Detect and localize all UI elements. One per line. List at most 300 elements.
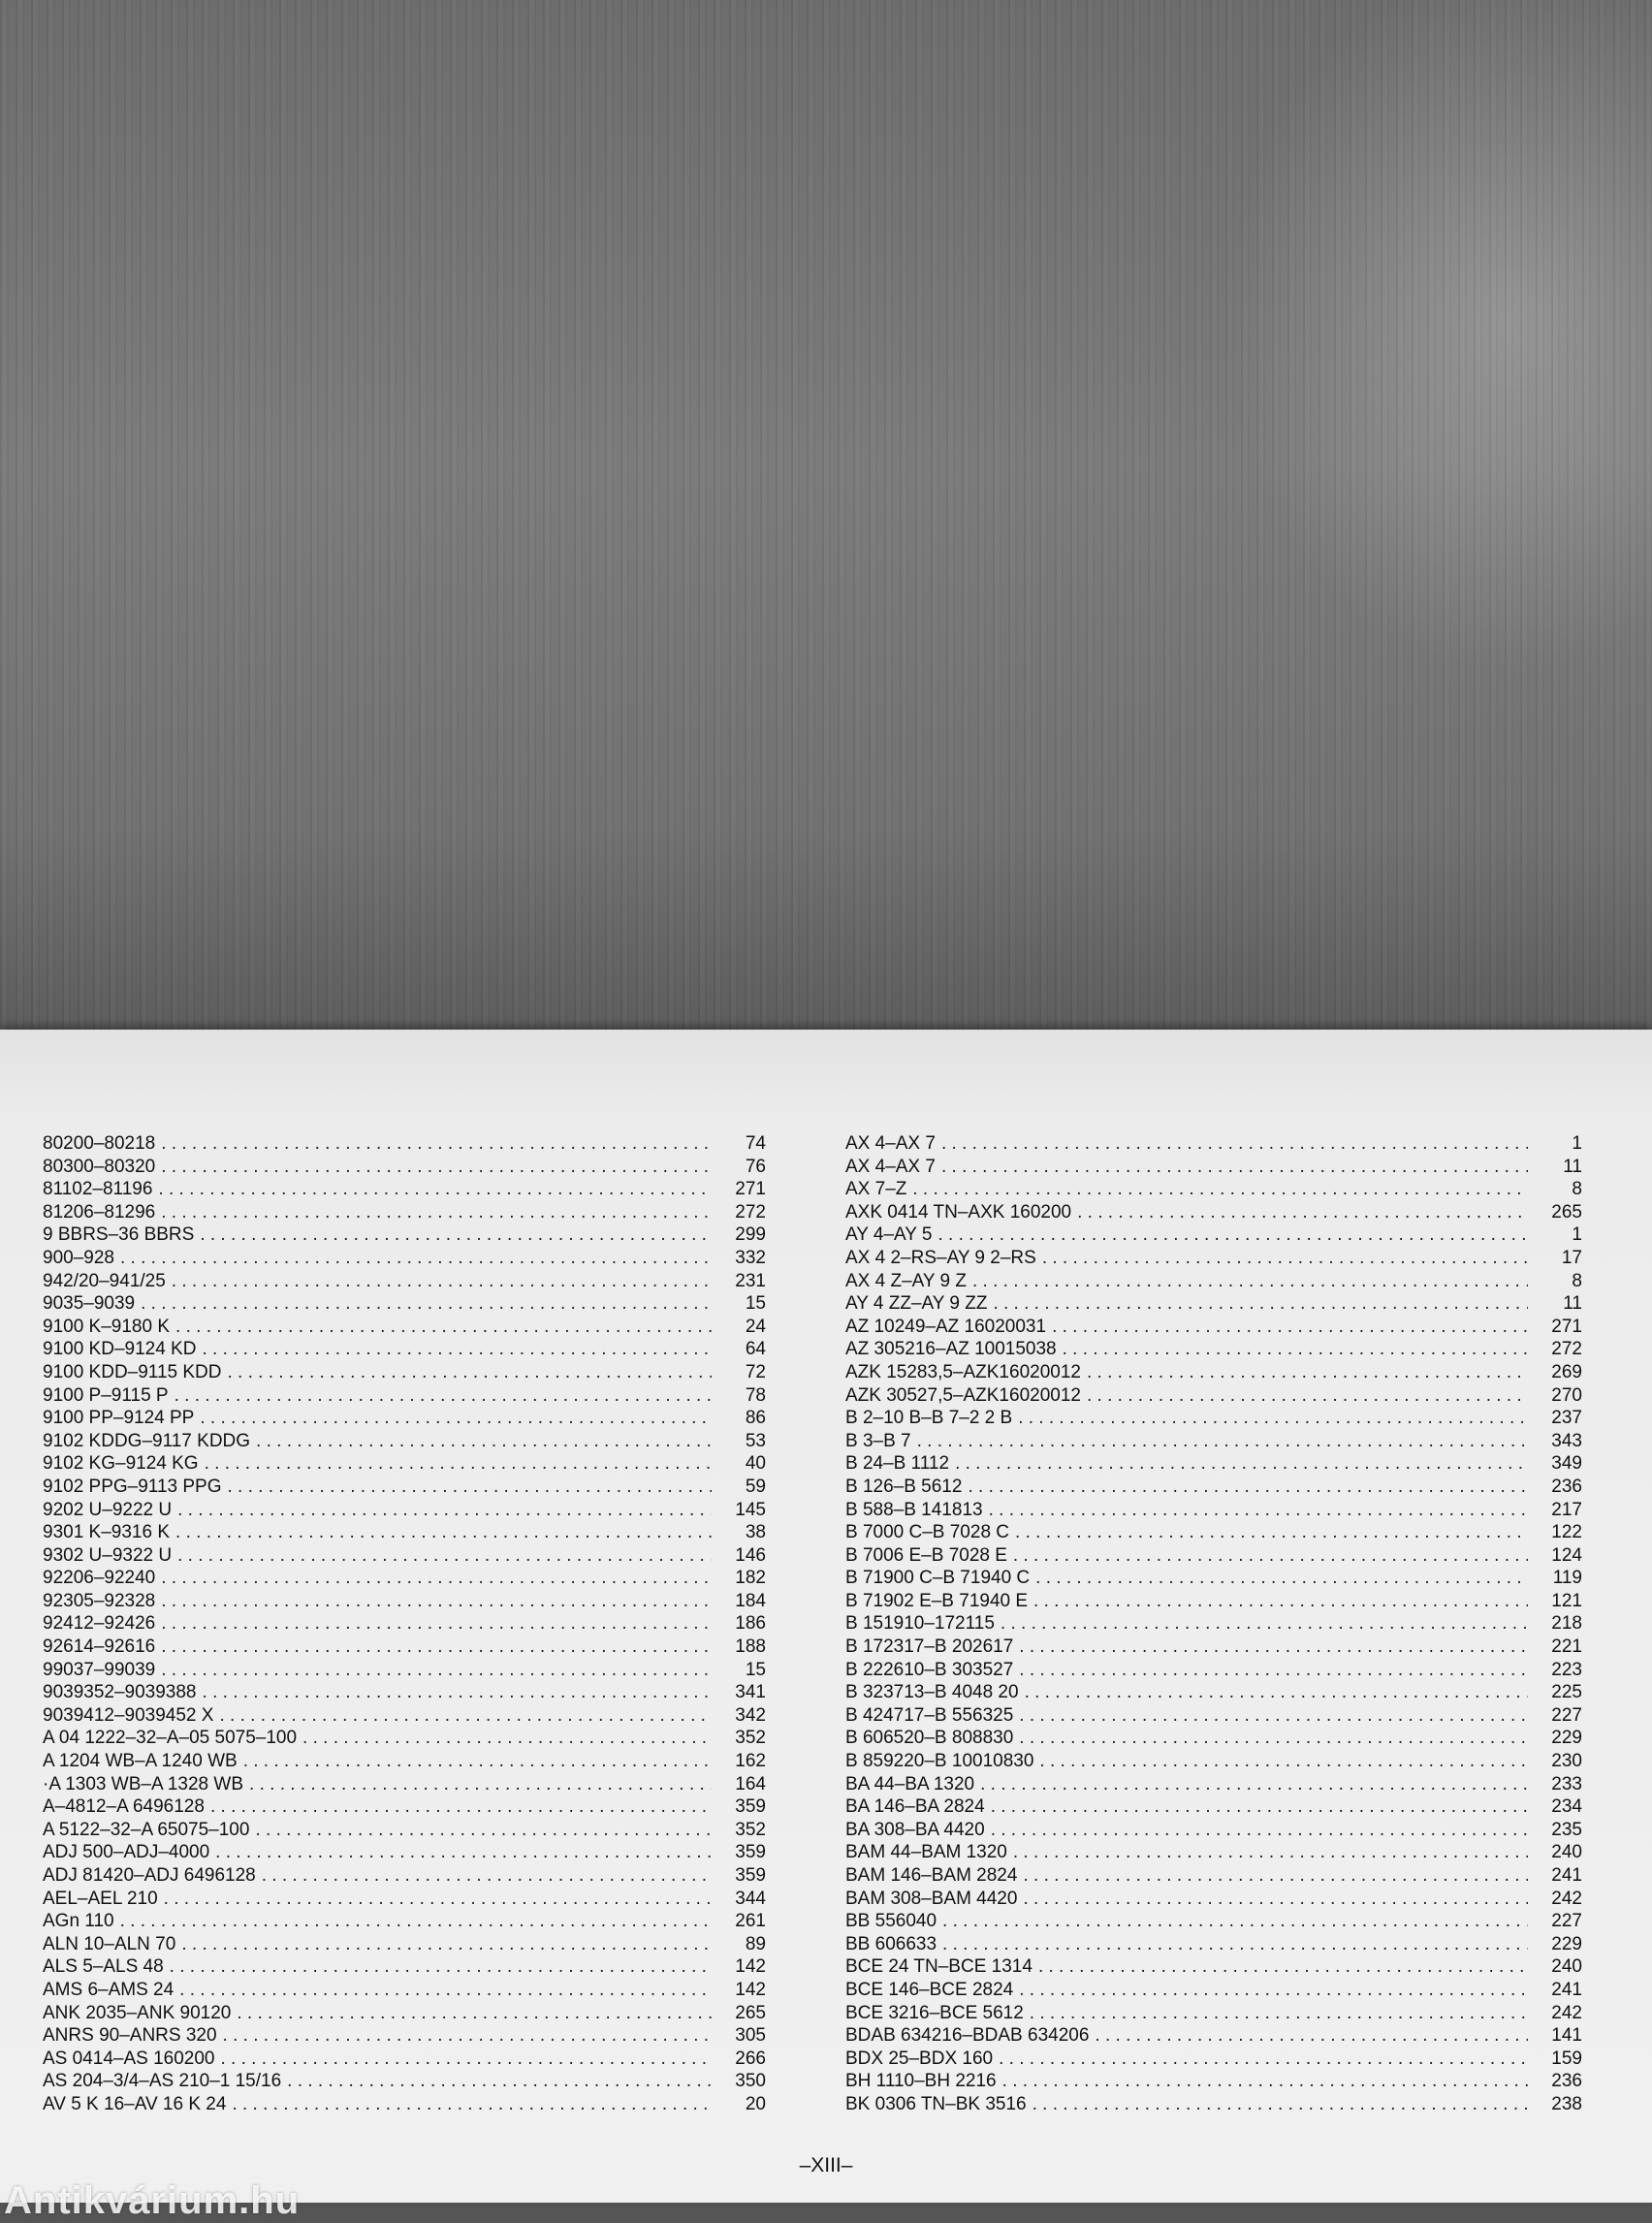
index-entry-label: B 7006 E–B 7028 E	[845, 1544, 1007, 1566]
index-entry-page: 72	[745, 1361, 766, 1382]
index-entry	[845, 1980, 1582, 2003]
index-entry-page: 271	[1551, 1316, 1582, 1337]
index-entry	[845, 1453, 1582, 1477]
index-entry	[43, 1500, 766, 1523]
index-entry	[845, 1431, 1582, 1454]
index-entry	[43, 1591, 766, 1614]
index-entry	[43, 1842, 766, 1865]
index-entry	[43, 1636, 766, 1660]
index-entry-label: AZK 30527,5–AZK16020012	[845, 1384, 1081, 1406]
index-entry-label: ANRS 90–ANRS 320	[43, 2025, 217, 2047]
index-entry-page: 332	[735, 1247, 766, 1268]
dot-leader	[232, 2094, 712, 2115]
dot-leader	[1077, 1202, 1528, 1223]
index-entry-page: 89	[745, 1933, 766, 1954]
index-entry-page: 15	[745, 1659, 766, 1680]
dot-leader	[158, 1179, 712, 1200]
index-entry-page: 231	[735, 1270, 766, 1291]
index-entry	[845, 1293, 1582, 1317]
dot-leader	[228, 1477, 713, 1498]
dot-leader	[980, 1774, 1528, 1795]
index-entry	[43, 1682, 766, 1705]
index-entry	[43, 2048, 766, 2072]
index-entry	[43, 1453, 766, 1477]
dot-leader	[1013, 1545, 1528, 1567]
index-entry	[43, 1202, 766, 1225]
index-entry-page: 74	[745, 1133, 766, 1154]
dot-leader	[202, 1339, 712, 1360]
index-entry-page: 15	[745, 1293, 766, 1315]
dot-leader	[161, 1568, 712, 1589]
index-entry	[845, 1500, 1582, 1523]
index-entry-page: 229	[1551, 1933, 1582, 1954]
index-entry-page: 40	[745, 1453, 766, 1475]
index-entry	[845, 1774, 1582, 1797]
dot-leader	[991, 1820, 1528, 1841]
index-entry-label: 81102–81196	[43, 1179, 153, 1200]
dot-leader	[175, 1317, 712, 1338]
dot-leader	[941, 1157, 1528, 1178]
dot-leader	[1019, 1728, 1528, 1749]
index-entry	[845, 1477, 1582, 1500]
index-entry-page: 218	[1551, 1613, 1582, 1635]
dot-leader	[1019, 1660, 1528, 1681]
dot-leader	[1015, 1522, 1528, 1543]
index-entry	[845, 1682, 1582, 1705]
watermark: Antikvárium.hu	[4, 2179, 301, 2222]
index-entry-label: BAM 44–BAM 1320	[845, 1842, 1007, 1863]
index-entry-label: BA 146–BA 2824	[845, 1796, 985, 1818]
index-entry	[43, 1865, 766, 1889]
index-entry-page: 272	[735, 1201, 766, 1223]
dot-leader	[1052, 1317, 1528, 1338]
index-entry	[845, 1613, 1582, 1636]
index-entry	[845, 2003, 1582, 2026]
dot-leader	[917, 1431, 1528, 1452]
index-entry-page: 352	[735, 1728, 766, 1749]
index-entry-page: 341	[735, 1682, 766, 1703]
index-entry-page: 221	[1551, 1636, 1582, 1658]
dot-leader	[1002, 2071, 1528, 2092]
index-entry-page: 242	[1551, 1888, 1582, 1909]
index-entry-label: AZ 10249–AZ 16020031	[845, 1316, 1047, 1337]
index-entry	[845, 2048, 1582, 2072]
index-entry	[845, 1317, 1582, 1340]
index-entry-page: 1	[1572, 1133, 1582, 1154]
index-entry-page: 241	[1551, 1979, 1582, 2000]
index-entry	[43, 2025, 766, 2048]
index-entry-label: BB 606633	[845, 1933, 937, 1954]
index-entry-label: BA 308–BA 4420	[845, 1819, 985, 1840]
dot-leader	[1030, 2003, 1528, 2024]
dot-leader	[1001, 1613, 1528, 1635]
index-entry	[43, 1911, 766, 1934]
index-entry-page: 359	[735, 1796, 766, 1818]
dot-leader	[1019, 1636, 1528, 1658]
wood-background	[0, 0, 1652, 1032]
dot-leader	[1019, 1980, 1528, 2001]
index-entry-label: BCE 3216–BCE 5612	[845, 2002, 1024, 2023]
index-entry-page: 20	[745, 2093, 766, 2114]
dot-leader	[1023, 1889, 1528, 1910]
index-entry-page: 230	[1551, 1751, 1582, 1772]
index-entry-page: 53	[745, 1430, 766, 1451]
dot-leader	[1035, 1568, 1528, 1589]
dot-leader	[161, 1133, 712, 1155]
index-entry-page: 240	[1551, 1842, 1582, 1863]
index-entry-label: 9039352–9039388	[43, 1682, 197, 1703]
dot-leader	[172, 1271, 712, 1292]
index-entry-page: 344	[735, 1888, 766, 1909]
index-entry-label: B 588–B 141813	[845, 1499, 983, 1520]
dot-leader	[941, 1133, 1528, 1155]
index-entry-page: 225	[1551, 1682, 1582, 1703]
dot-leader	[1032, 2094, 1528, 2115]
dot-leader	[249, 1774, 712, 1795]
index-entry	[845, 2071, 1582, 2094]
index-column-right	[845, 1133, 1582, 2117]
dot-leader	[177, 1545, 712, 1567]
dot-leader	[215, 1842, 712, 1863]
index-entry-page: 17	[1561, 1247, 1582, 1268]
index-entry	[43, 1271, 766, 1294]
dot-leader	[170, 1956, 712, 1978]
index-entry	[845, 1248, 1582, 1271]
index-entry-label: ALN 10–ALN 70	[43, 1933, 176, 1954]
index-entry-page: 234	[1551, 1796, 1582, 1818]
dot-leader	[256, 1431, 712, 1452]
index-entry-label: 80300–80320	[43, 1156, 156, 1177]
dot-leader	[203, 1682, 712, 1703]
index-entry-label: A–4812–A 6496128	[43, 1796, 205, 1818]
index-entry-page: 8	[1572, 1270, 1582, 1291]
index-entry-page: 217	[1551, 1499, 1582, 1520]
dot-leader	[200, 1224, 712, 1246]
index-entry-page: 76	[745, 1156, 766, 1177]
index-entry	[43, 1956, 766, 1980]
index-entry	[43, 2094, 766, 2117]
index-entry-label: 9302 U–9322 U	[43, 1544, 173, 1566]
index-entry-page: 227	[1551, 1704, 1582, 1726]
dot-leader	[991, 1796, 1528, 1818]
index-entry	[43, 1568, 766, 1591]
dot-leader	[1025, 1682, 1528, 1703]
index-entry-label: A 1204 WB–A 1240 WB	[43, 1751, 238, 1772]
index-entry-label: AZK 15283,5–AZK16020012	[845, 1361, 1081, 1382]
index-entry-label: A 5122–32–A 65075–100	[43, 1819, 250, 1840]
index-entry-label: BCE 24 TN–BCE 1314	[845, 1956, 1032, 1978]
index-entry-page: 184	[735, 1590, 766, 1611]
index-entry-page: 241	[1551, 1865, 1582, 1886]
index-entry	[43, 1408, 766, 1431]
index-entry-label: 9100 PP–9124 PP	[43, 1408, 195, 1429]
index-entry	[43, 1728, 766, 1751]
index-entry-page: 121	[1551, 1590, 1582, 1611]
dot-leader	[181, 1934, 712, 1955]
index-entry-page: 142	[735, 1979, 766, 2000]
index-entry	[845, 1911, 1582, 1934]
index-entry-label: 99037–99039	[43, 1659, 156, 1680]
index-entry-page: 359	[735, 1842, 766, 1863]
index-entry-page: 124	[1551, 1544, 1582, 1566]
index-entry-label: AX 7–Z	[845, 1179, 907, 1200]
index-entry-page: 188	[735, 1636, 766, 1658]
dot-leader	[1038, 1956, 1528, 1978]
dot-leader	[223, 2025, 712, 2047]
dot-leader	[1039, 1751, 1528, 1772]
index-entry	[845, 1545, 1582, 1569]
dot-leader	[161, 1636, 712, 1658]
dot-leader	[210, 1796, 712, 1818]
index-entry-label: AS 0414–AS 160200	[43, 2048, 215, 2069]
index-entry-label: AX 4 Z–AY 9 Z	[845, 1270, 967, 1291]
index-entry	[43, 1248, 766, 1271]
index-entry	[43, 2003, 766, 2026]
index-entry	[43, 1293, 766, 1317]
dot-leader	[262, 1865, 712, 1887]
index-entry-label: 9102 KG–9124 KG	[43, 1453, 199, 1475]
index-entry-page: 227	[1551, 1911, 1582, 1932]
dot-leader	[287, 2071, 712, 2092]
index-entry-page: 269	[1551, 1361, 1582, 1382]
index-entry-label: ALS 5–ALS 48	[43, 1956, 164, 1978]
index-entry	[845, 1728, 1582, 1751]
index-entry-page: 261	[735, 1911, 766, 1932]
dot-leader	[1042, 1248, 1528, 1269]
index-entry-page: 145	[735, 1499, 766, 1520]
index-entry	[845, 1660, 1582, 1683]
dot-leader	[179, 1980, 712, 2001]
dot-leader	[989, 1500, 1528, 1521]
dot-leader	[175, 1522, 712, 1543]
index-entry-label: 9100 P–9115 P	[43, 1384, 169, 1406]
index-entry	[43, 1179, 766, 1202]
dot-leader	[161, 1157, 712, 1178]
index-entry-label: B 7000 C–B 7028 C	[845, 1522, 1010, 1543]
index-entry-page: 24	[745, 1316, 766, 1337]
index-entry	[43, 1133, 766, 1157]
index-entry	[845, 1408, 1582, 1431]
dot-leader	[164, 1889, 712, 1910]
index-entry-page: 229	[1551, 1728, 1582, 1749]
index-entry-page: 342	[735, 1704, 766, 1726]
index-entry	[845, 1934, 1582, 1957]
index-entry	[43, 1339, 766, 1362]
index-entry	[845, 1842, 1582, 1865]
dot-leader	[1013, 1842, 1528, 1863]
index-entry-label: B 3–B 7	[845, 1430, 911, 1451]
dot-leader	[161, 1613, 712, 1635]
index-entry	[845, 1591, 1582, 1614]
dot-leader	[141, 1293, 712, 1315]
index-entry-label: BH 1110–BH 2216	[845, 2071, 997, 2092]
index-entry	[43, 1660, 766, 1683]
index-entry-page: 235	[1551, 1819, 1582, 1840]
index-entry-page: 186	[735, 1613, 766, 1635]
dot-leader	[993, 1293, 1528, 1315]
index-entry-page: 8	[1572, 1179, 1582, 1200]
index-entry-page: 299	[735, 1224, 766, 1246]
index-entry-label: 92305–92328	[43, 1590, 156, 1611]
index-entry-label: AMS 6–AMS 24	[43, 1979, 175, 2000]
index-entry	[43, 1820, 766, 1843]
index-entry-label: 9100 KDD–9115 KDD	[43, 1361, 222, 1382]
index-entry	[43, 1751, 766, 1774]
dot-leader	[1063, 1339, 1528, 1360]
index-entry-page: 236	[1551, 2071, 1582, 2092]
dot-leader	[120, 1248, 712, 1269]
index-entry-label: ADJ 81420–ADJ 6496128	[43, 1865, 256, 1886]
index-entry	[845, 2094, 1582, 2117]
index-entry	[845, 1202, 1582, 1225]
dot-leader	[999, 2048, 1528, 2070]
index-entry-page: 236	[1551, 1476, 1582, 1497]
index-entry-page: 164	[735, 1773, 766, 1794]
dot-leader	[161, 1591, 712, 1612]
dot-leader	[200, 1408, 712, 1429]
dot-leader	[912, 1179, 1528, 1200]
index-entry	[43, 1774, 766, 1797]
index-entry-label: 81206–81296	[43, 1201, 156, 1223]
index-entry	[43, 1980, 766, 2003]
dot-leader	[205, 1453, 712, 1475]
index-entry	[845, 1865, 1582, 1889]
dot-leader	[243, 1751, 712, 1772]
index-entry-page: 237	[1551, 1408, 1582, 1429]
index-entry-label: B 859220–B 10010830	[845, 1751, 1034, 1772]
index-entry-page: 122	[1551, 1522, 1582, 1543]
dot-leader	[161, 1202, 712, 1223]
dot-leader	[302, 1728, 712, 1749]
index-entry-label: 9100 K–9180 K	[43, 1316, 171, 1337]
index-entry-label: 900–928	[43, 1247, 114, 1268]
index-entry-label: 9301 K–9316 K	[43, 1522, 171, 1543]
index-entry	[845, 1796, 1582, 1820]
index-entry-label: AXK 0414 TN–AXK 160200	[845, 1201, 1072, 1223]
index-entry	[845, 1339, 1582, 1362]
index-entry-page: 59	[745, 1476, 766, 1497]
index-entry	[845, 1362, 1582, 1385]
index-entry-label: 9 BBRS–36 BBRS	[43, 1224, 195, 1246]
index-entry	[43, 1157, 766, 1180]
index-entry	[845, 1522, 1582, 1545]
index-entry-label: 92412–92426	[43, 1613, 156, 1635]
index-entry-label: AY 4 ZZ–AY 9 ZZ	[845, 1293, 988, 1315]
index-entry-label: AX 4 2–RS–AY 9 2–RS	[845, 1247, 1036, 1268]
dot-leader	[227, 1362, 712, 1383]
index-entry	[43, 1385, 766, 1409]
dot-leader	[177, 1500, 712, 1521]
index-entry-page: 359	[735, 1865, 766, 1886]
index-entry-page: 270	[1551, 1384, 1582, 1406]
dot-leader	[1087, 1385, 1528, 1407]
index-entry-page: 38	[745, 1522, 766, 1543]
index-entry-page: 350	[735, 2071, 766, 2092]
index-entry-page: 1	[1572, 1224, 1582, 1246]
index-entry	[845, 1179, 1582, 1202]
index-page	[0, 1030, 1652, 2222]
index-entry-label: 9202 U–9222 U	[43, 1499, 173, 1520]
index-entry-label: 9100 KD–9124 KD	[43, 1339, 197, 1360]
index-entry-label: 9102 KDDG–9117 KDDG	[43, 1430, 251, 1451]
dot-leader	[1095, 2025, 1528, 2047]
index-entry-label: B 126–B 5612	[845, 1476, 963, 1497]
index-entry-page: 119	[1552, 1568, 1582, 1589]
index-entry-page: 271	[735, 1179, 766, 1200]
index-entry-label: B 424717–B 556325	[845, 1704, 1014, 1726]
index-entry-page: 266	[735, 2048, 766, 2069]
index-entry	[845, 2025, 1582, 2048]
index-entry-label: BDX 25–BDX 160	[845, 2048, 994, 2069]
dot-leader	[937, 1224, 1528, 1246]
dot-leader	[1019, 1705, 1528, 1727]
index-entry-label: B 151910–172115	[845, 1613, 995, 1635]
index-entry-label: B 606520–B 808830	[845, 1728, 1014, 1749]
dot-leader	[255, 1820, 712, 1841]
index-entry-page: 64	[745, 1339, 766, 1360]
index-entry-page: 233	[1551, 1773, 1582, 1794]
index-entry	[845, 1224, 1582, 1248]
index-entry-label: BAM 146–BAM 2824	[845, 1865, 1018, 1886]
index-entry	[845, 1751, 1582, 1774]
index-entry	[43, 1317, 766, 1340]
index-entry-label: BB 556040	[845, 1911, 937, 1932]
index-entry-page: 240	[1551, 1956, 1582, 1978]
index-entry-page: 146	[735, 1544, 766, 1566]
index-entry-label: B 71900 C–B 71940 C	[845, 1568, 1031, 1589]
index-entry	[43, 1889, 766, 1912]
index-entry	[43, 1796, 766, 1820]
index-entry-label: AV 5 K 16–AV 16 K 24	[43, 2093, 227, 2114]
index-entry	[845, 1133, 1582, 1157]
index-entry-label: 80200–80218	[43, 1133, 156, 1154]
index-entry-label: AZ 305216–AZ 10015038	[845, 1339, 1057, 1360]
index-entry-label: AEL–AEL 210	[43, 1888, 158, 1909]
dot-leader	[161, 1660, 712, 1681]
index-entry	[43, 2071, 766, 2094]
index-entry-label: B 323713–B 4048 20	[845, 1682, 1019, 1703]
index-entry	[43, 1705, 766, 1729]
index-entry	[43, 1431, 766, 1454]
index-entry-page: 159	[1551, 2048, 1582, 2069]
index-entry	[845, 1385, 1582, 1409]
index-entry-label: BAM 308–BAM 4420	[845, 1888, 1018, 1909]
dot-leader	[237, 2003, 712, 2024]
index-entry-label: 92614–92616	[43, 1636, 156, 1658]
index-entry-label: 942/20–941/25	[43, 1270, 166, 1291]
index-entry-label: BA 44–BA 1320	[845, 1773, 975, 1794]
index-entry-page: 78	[745, 1384, 766, 1406]
index-entry-label: B 2–10 B–B 7–2 2 B	[845, 1408, 1013, 1429]
index-entry-page: 162	[735, 1751, 766, 1772]
index-entry	[43, 1545, 766, 1569]
dot-leader	[972, 1271, 1528, 1292]
index-entry	[845, 1820, 1582, 1843]
dot-leader	[1018, 1408, 1528, 1429]
index-entry-label: AS 204–3/4–AS 210–1 15/16	[43, 2071, 282, 2092]
index-entry-label: 9039412–9039452 X	[43, 1704, 214, 1726]
dot-leader	[175, 1385, 712, 1407]
index-entry-label: AX 4–AX 7	[845, 1156, 936, 1177]
index-entry-label: 92206–92240	[43, 1568, 156, 1589]
index-entry-label: BCE 146–BCE 2824	[845, 1979, 1014, 2000]
index-entry-page: 349	[1551, 1453, 1582, 1475]
dot-leader	[955, 1453, 1528, 1475]
index-entry	[845, 1568, 1582, 1591]
index-entry-page: 265	[1551, 1201, 1582, 1223]
dot-leader	[942, 1934, 1528, 1955]
index-entry	[43, 1362, 766, 1385]
